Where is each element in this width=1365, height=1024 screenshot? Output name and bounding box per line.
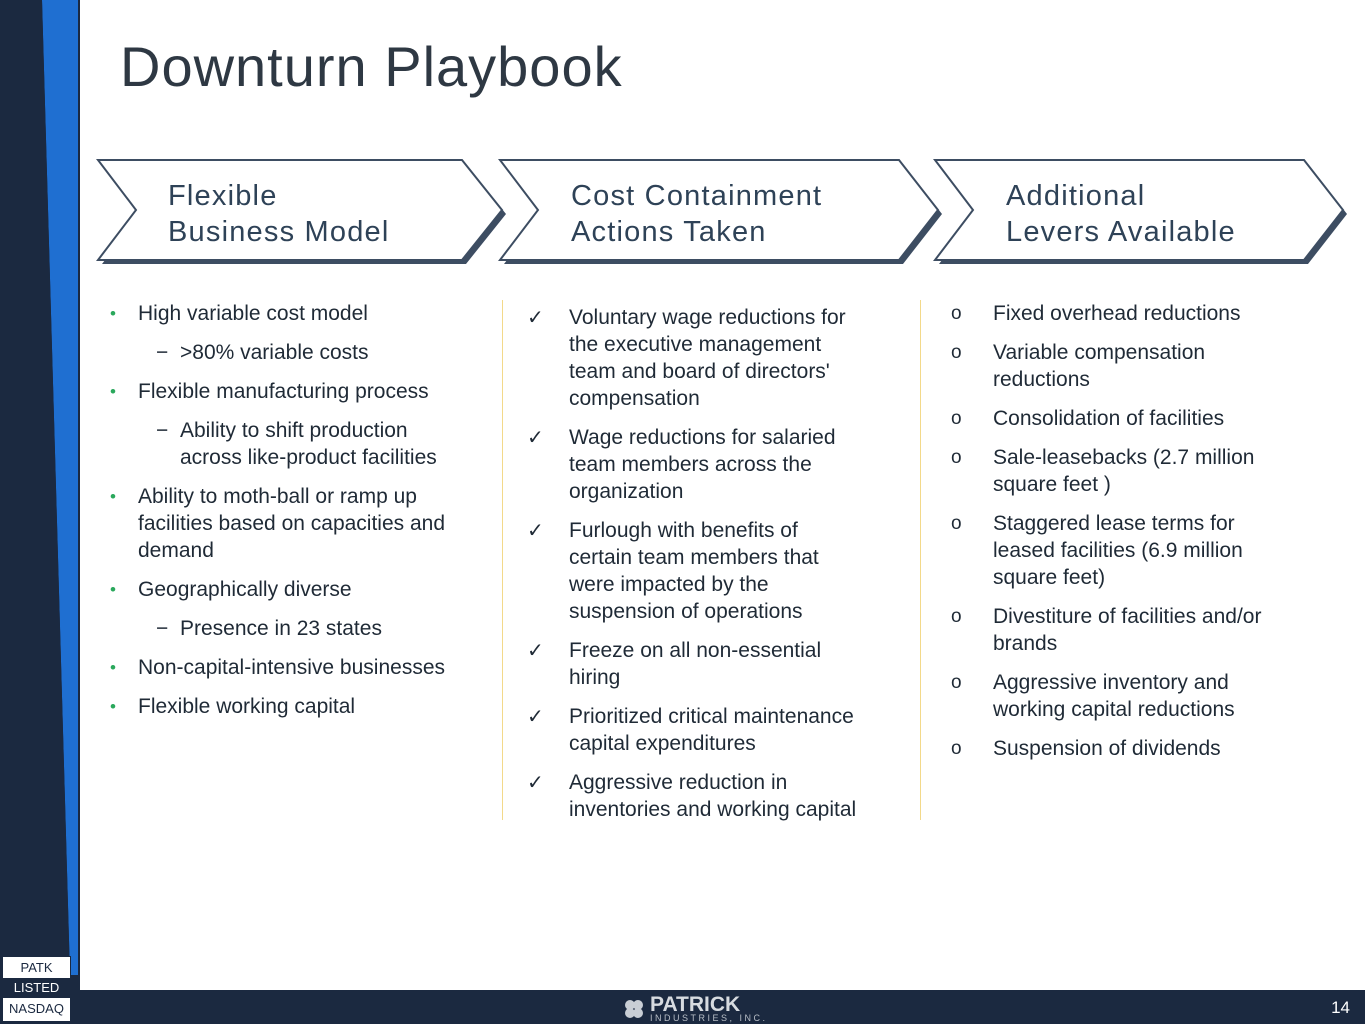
- circle-bullet-icon: o: [951, 606, 962, 627]
- list-item: − >80% variable costs: [156, 341, 369, 364]
- list-item: • High variable cost model: [110, 302, 368, 325]
- list-item: • Non-capital-intensive businesses: [110, 656, 445, 679]
- list-item: ✓ Furlough with benefits of certain team members that were impacted by the suspension of operations: [527, 518, 819, 623]
- column-cost-containment: [527, 304, 897, 823]
- list-item: o Consolidation of facilities: [951, 407, 1225, 430]
- listed-label: LISTED: [3, 978, 70, 998]
- column-divider: [502, 300, 503, 820]
- circle-bullet-icon: o: [951, 408, 962, 429]
- bullet-icon: •: [110, 487, 116, 506]
- circle-bullet-icon: o: [951, 513, 962, 534]
- column-divider: [920, 300, 921, 820]
- list-item: o Suspension of dividends: [951, 737, 1221, 760]
- nasdaq-listed-badge: [2, 956, 71, 1022]
- list-item: o Variable compensation reductions: [951, 341, 1206, 391]
- page-title: Downturn Playbook: [120, 35, 623, 98]
- bullet-icon: •: [110, 382, 116, 401]
- checkmark-icon: ✓: [527, 425, 544, 449]
- circle-bullet-icon: o: [951, 342, 962, 363]
- list-item: o Staggered lease terms for leased facilities (6.9 million square feet): [951, 512, 1243, 589]
- list-item: • Geographically diverse: [110, 578, 352, 601]
- circle-bullet-icon: o: [951, 738, 962, 759]
- checkmark-icon: ✓: [527, 638, 544, 662]
- checkmark-icon: ✓: [527, 704, 544, 728]
- list-item: o Sale-leasebacks (2.7 million square feet ): [951, 446, 1255, 496]
- list-item: − Ability to shift production across like-product facilities: [156, 419, 437, 469]
- list-item: ✓ Wage reductions for salaried team members across the organization: [527, 425, 836, 503]
- list-item: ✓ Prioritized critical maintenance capital expenditures: [527, 704, 854, 755]
- chevron-additional-levers: [933, 158, 1351, 270]
- bullet-icon: •: [110, 697, 116, 716]
- dash-bullet-icon: −: [156, 419, 169, 442]
- checkmark-icon: ✓: [527, 305, 544, 329]
- checkmark-icon: ✓: [527, 518, 544, 542]
- column-additional-levers: [951, 300, 1311, 762]
- list-item: ✓ Aggressive reduction in inventories and working capital: [527, 770, 857, 821]
- page-number: 14: [1331, 998, 1350, 1017]
- dash-bullet-icon: −: [156, 617, 169, 640]
- list-item: o Aggressive inventory and working capital reductions: [951, 671, 1235, 721]
- left-decorative-band: [0, 0, 80, 1024]
- bullet-icon: •: [110, 580, 116, 599]
- chevron-label: Additional Levers Available: [1006, 180, 1236, 248]
- clover-icon: [622, 998, 646, 1020]
- chevron-label: Flexible Business Model: [168, 180, 390, 248]
- bullet-icon: •: [110, 304, 116, 323]
- logo-subtext: INDUSTRIES, INC.: [650, 1013, 768, 1023]
- list-item: ✓ Freeze on all non-essential hiring: [527, 638, 822, 689]
- dash-bullet-icon: −: [156, 341, 169, 364]
- footer-bar: [0, 990, 1365, 1024]
- list-item: • Ability to moth-ball or ramp up facilities based on capacities and demand: [110, 485, 446, 562]
- ticker-symbol: PATK: [20, 960, 53, 975]
- circle-bullet-icon: o: [951, 672, 962, 693]
- chevron-flexible-business-model: [96, 158, 511, 270]
- bullet-icon: •: [110, 658, 116, 677]
- company-logo: [622, 994, 772, 1022]
- checkmark-icon: ✓: [527, 770, 544, 794]
- column-flexible-business-model: [110, 300, 490, 720]
- chevron-cost-containment: [498, 158, 946, 270]
- list-item: − Presence in 23 states: [156, 617, 382, 640]
- logo-text: PATRICK: [650, 993, 741, 1016]
- list-item: • Flexible working capital: [110, 695, 356, 718]
- chevron-label: Cost Containment Actions Taken: [571, 180, 823, 248]
- list-item: o Fixed overhead reductions: [951, 302, 1241, 325]
- list-item: ✓ Voluntary wage reductions for the executive management team and board of directors' compensation: [527, 305, 846, 410]
- exchange-name: NASDAQ: [9, 1001, 64, 1016]
- list-item: o Divestiture of facilities and/or brands: [951, 605, 1262, 655]
- circle-bullet-icon: o: [951, 303, 962, 324]
- list-item: • Flexible manufacturing process: [110, 380, 429, 403]
- circle-bullet-icon: o: [951, 447, 962, 468]
